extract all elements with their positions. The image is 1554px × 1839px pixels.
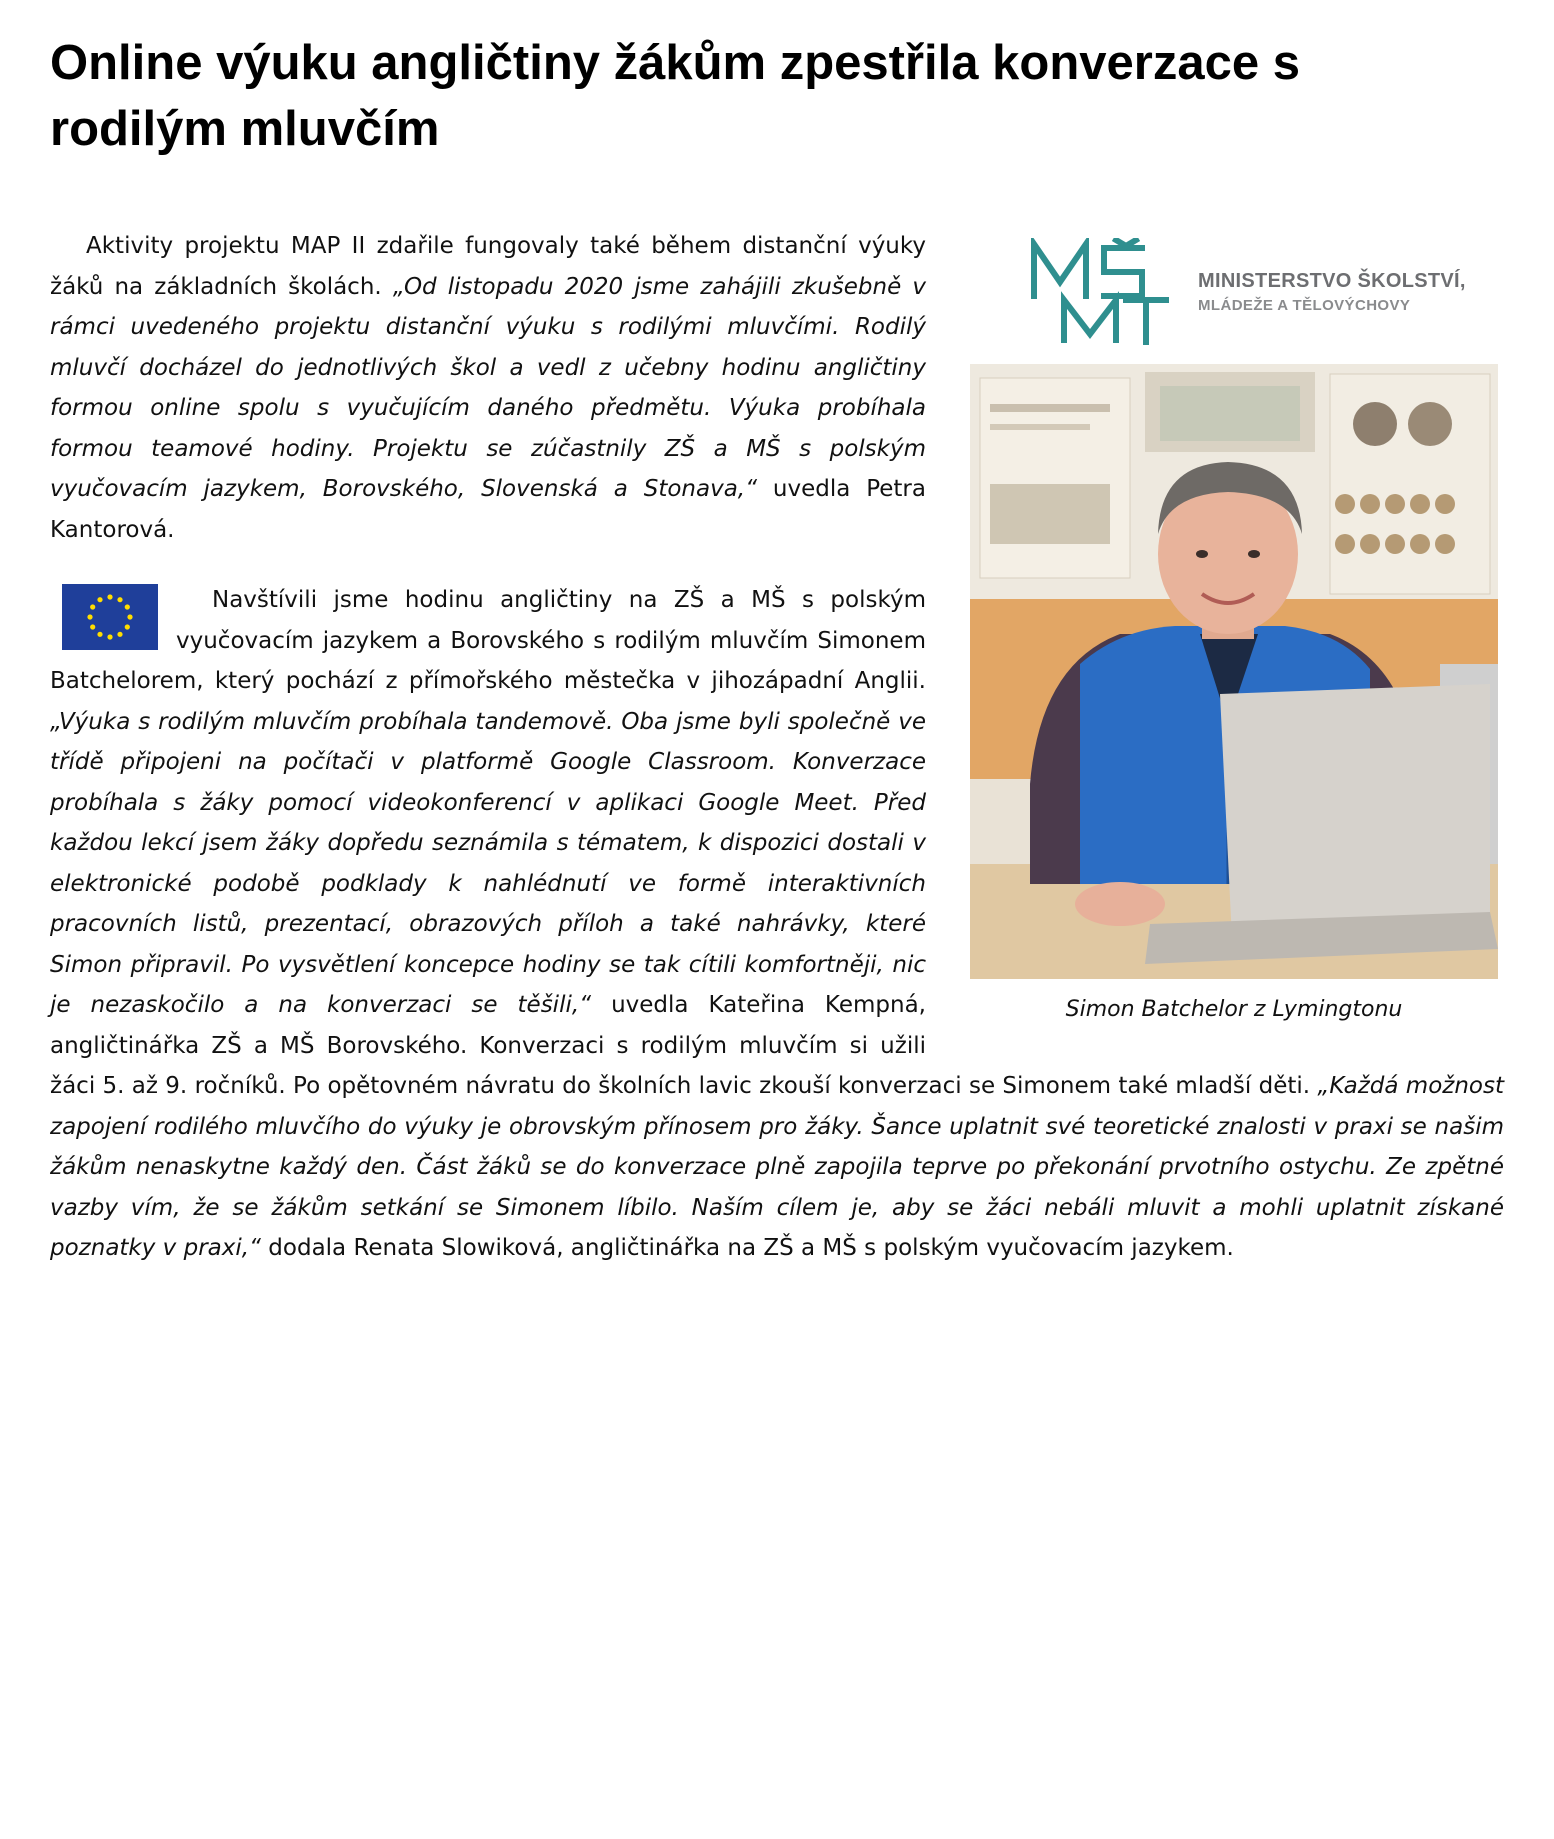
logo-text-line2: MLÁDEŽE A TĚLOVÝCHOVY <box>1198 297 1411 314</box>
p2-mid: uvedla Kateřina Kempná, angličtinářka ZŠ a MŠ Borovského. Konverzaci s rodilým mluvčím si užili žáci 5. až 9. ročníků. Po opětovném návratu do školních lavic zkouší konverzaci se Simonem také mladší děti. <box>50 992 1318 1099</box>
logo-text-line1: MINISTERSTVO ŠKOLSTVÍ, <box>1198 270 1466 292</box>
article-title: Online výuku angličtiny žákům zpestřila konverzace s rodilým mluvčím <box>50 36 1300 156</box>
p2-intro: Navštívili jsme hodinu angličtiny na ZŠ a MŠ s polským vyučovacím jazykem a Borovského s rodilým mluvčím Simonem Batchelorem, který pochází z přímořského městečka v jihozápadní Anglii. <box>50 587 926 694</box>
p1-intro: Aktivity projektu MAP II zdařile fungovaly také během distanční výuky žáků na základních školách. <box>50 233 926 300</box>
article-body <box>50 226 1504 1269</box>
p2-quote2: „Každá možnost zapojení rodilého mluvčího do výuky je obrovským přínosem pro žáky. Šance uplatnit své teoretické znalosti v praxi se našim žákům nenaskytne každý den. Část žáků se do konverzace plně zapojila teprve po překonání prvotního ostychu. Ze zpětné vazby vím, že se žákům setkání se Simonem líbilo. Naším cílem je, aby se žáci nebáli mluvit a mohli uplatnit získané poznatky v praxi,“ <box>50 1073 1504 1261</box>
p1-outro: uvedla Petra Kantorová. <box>50 476 926 543</box>
p1-quote: „Od listopadu 2020 jsme zahájili zkušebně v rámci uvedeného projektu distanční výuku s rodilými mluvčími. Rodilý mluvčí docházel do jednotlivých škol a vedl z učebny hodinu angličtiny formou online spolu s vyučujícím daného předmětu. Výuka probíhala formou teamové hodiny. Projektu se zúčastnily ZŠ a MŠ s polským vyučovacím jazykem, Borovského, Slovenská a Stonava,“ <box>50 273 926 502</box>
eu-flag-icon <box>62 584 158 650</box>
p2-quote: „Výuka s rodilým mluvčím probíhala tandemově. Oba jsme byli společně ve třídě připojeni na počítači v platformě Google Classroom. Konverzace probíhala s žáky pomocí videokonferencí v aplikaci Google Meet. Před každou lekcí jsem žáky dopředu seznámila s tématem, k dispozici dostali v elektronické podobě podklady k nahlédnutí ve formě interaktivních pracovních listů, prezentací, obrazových příloh a také nahrávky, které Simon připravil. Po vysvětlení koncepce hodiny se tak cítili komfortněji, nic je nezaskočilo a na konverzaci se těšili,“ <box>50 708 926 1018</box>
right-column-spacer <box>966 226 1504 1026</box>
p2-outro: dodala Renata Slowiková, angličtinářka na ZŠ a MŠ s polským vyučovacím jazykem. <box>260 1235 1234 1261</box>
photo-caption: Simon Batchelor z Lymingtonu <box>1065 997 1403 1022</box>
